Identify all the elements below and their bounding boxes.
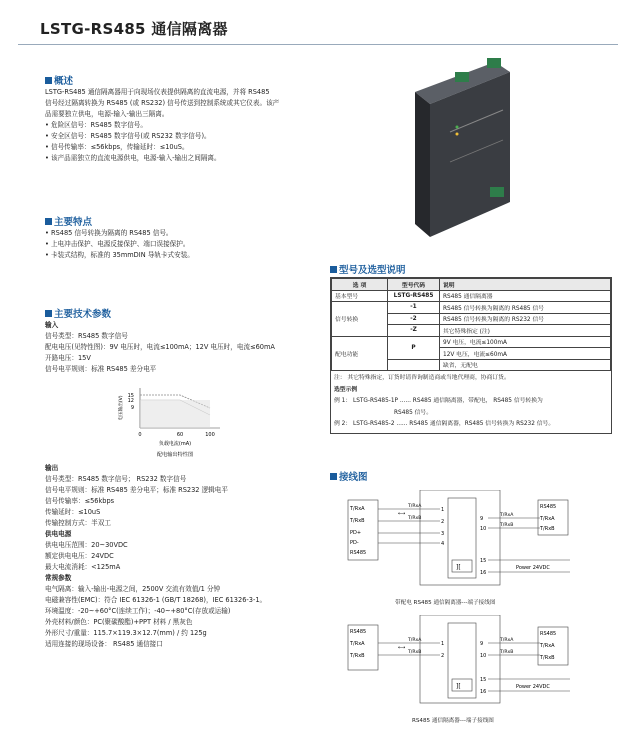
characteristic-chart <box>110 383 240 458</box>
table-cell: 基本型号 <box>332 290 388 302</box>
device-image <box>395 52 525 242</box>
svg-text:16: 16 <box>480 570 487 576</box>
table-cell: -2 <box>388 313 440 325</box>
spec-group-label: 常规参数 <box>45 574 72 582</box>
overview-heading: 概述 <box>45 73 73 87</box>
model-notes <box>331 371 611 433</box>
svg-text:PD-: PD- <box>350 540 359 546</box>
example-line: RS485 信号。 <box>394 409 433 416</box>
spec-line: 额定供电电压：24VDC <box>45 552 114 560</box>
table-header-cell: 说明 <box>440 279 611 291</box>
svg-text:T/RxB: T/RxB <box>408 516 422 521</box>
heading-square-icon <box>45 77 52 84</box>
model-table <box>331 278 611 371</box>
svg-text:9: 9 <box>480 641 484 647</box>
overview-line: LSTG-RS485 通信隔离器用于向现场仪表提供隔离的直流电源，并将 RS485 <box>45 88 270 96</box>
svg-text:PD+: PD+ <box>350 530 362 536</box>
svg-text:T/RxA: T/RxA <box>500 513 514 518</box>
svg-text:10: 10 <box>480 526 487 532</box>
svg-text:][: ][ <box>456 564 461 571</box>
svg-text:3: 3 <box>441 531 445 537</box>
chart-xtick: 100 <box>205 432 215 438</box>
chart-caption: 配电输出特性图 <box>156 452 194 458</box>
svg-text:T/RxB: T/RxB <box>350 653 365 659</box>
examples-label: 选型示例 <box>334 386 358 393</box>
overview-bullet: • 信号传输率：≤56kbps，传输延时：≤10uS。 <box>45 142 355 153</box>
svg-text:T/RxB: T/RxB <box>540 655 555 661</box>
feature-bullet: • 上电冲击保护、电源反接保护、端口误接保护。 <box>45 239 325 250</box>
overview-bullet: • 该产品需独立的直流电源供电，电源-输入-输出之间隔离。 <box>45 153 355 164</box>
heading-square-icon <box>45 218 52 225</box>
chart-xlabel: 负载电流(mA) <box>158 441 192 447</box>
svg-text:15: 15 <box>480 677 487 683</box>
spec-line: 信号电平规则：标准 RS485 差分电平；标准 RS232 逻辑电平 <box>45 486 228 494</box>
chart-ylabel: 电压输出(V) <box>119 395 124 421</box>
wiring-heading: 接线图 <box>330 469 368 483</box>
svg-text:][: ][ <box>456 683 461 690</box>
svg-text:10: 10 <box>480 653 487 659</box>
table-cell: -1 <box>388 302 440 314</box>
svg-text:RS485: RS485 <box>540 504 557 510</box>
svg-text:T/RxA: T/RxA <box>350 506 365 512</box>
svg-text:9: 9 <box>480 516 484 522</box>
wiring-caption-1: 带配电 RS485 通信隔离器---端子接线图 <box>395 600 496 606</box>
spec-line: 传输延时：≤10uS <box>45 508 101 516</box>
specs-input <box>45 320 345 375</box>
title-divider <box>18 44 618 45</box>
spec-line: 外壳材料/颜色：PC(聚碳酸酯)+PPT 材料 / 黑灰色 <box>45 618 193 626</box>
model-box <box>330 277 612 434</box>
table-cell: 信号转换 <box>332 302 388 337</box>
table-cell: 9V 电压，电流≤100mA <box>440 336 611 348</box>
feature-bullet: • RS485 信号转换为隔离的 RS485 信号。 <box>45 228 325 239</box>
example-line: 例 1： LSTG-RS485-1P ...... RS485 通信隔离器，带配电， RS485 信号转换为 <box>334 398 543 404</box>
table-cell: RS485 通信隔离器 <box>440 290 611 302</box>
chart-ytick: 12 <box>127 398 134 404</box>
overview-bullet: • 危险区信号：RS485 数字信号。 <box>45 120 355 131</box>
table-header-cell: 型号代码 <box>388 279 440 291</box>
spec-line: 配电电压(见特性图)：9V 电压时，电流≤100mA；12V 电压时，电流≤60mA <box>45 343 275 351</box>
overview-bullet: • 安全区信号：RS485 数字信号(或 RS232 数字信号)。 <box>45 131 355 142</box>
wiring-diagram-1 <box>340 490 620 595</box>
svg-text:T/RxA: T/RxA <box>350 641 365 647</box>
table-cell: LSTG-RS485 <box>388 290 440 302</box>
overview-body <box>45 87 355 164</box>
specs-output <box>45 463 345 650</box>
table-cell: 缺省，无配电 <box>440 359 611 371</box>
page-title: LSTG-RS485 通信隔离器 <box>40 20 228 38</box>
features-body <box>45 228 325 261</box>
table-cell: RS485 信号转换为隔离的 RS232 信号 <box>440 313 611 325</box>
table-cell: RS485 信号转换为隔离的 RS485 信号 <box>440 302 611 314</box>
svg-text:Power 24VDC: Power 24VDC <box>516 684 550 690</box>
svg-text:1: 1 <box>441 641 445 647</box>
svg-text:T/RxB: T/RxB <box>540 526 555 532</box>
svg-text:4: 4 <box>441 541 445 547</box>
wiring-diagram-2 <box>340 615 620 710</box>
svg-text:⟷: ⟷ <box>398 645 406 651</box>
svg-text:T/RxA: T/RxA <box>500 638 514 643</box>
spec-line: 传输控制方式：半双工 <box>45 519 111 527</box>
chart-ytick: 15 <box>127 393 134 399</box>
spec-line: 信号类型：RS485 数字信号； RS232 数字信号 <box>45 475 187 483</box>
chart-xtick: 60 <box>176 432 184 438</box>
spec-line: 外形尺寸/重量：115.7×119.3×12.7(mm) / 约 125g <box>45 629 207 637</box>
heading-square-icon <box>45 310 52 317</box>
svg-text:2: 2 <box>441 519 445 525</box>
spec-group-label: 输入 <box>45 321 59 329</box>
table-header-cell: 选 项 <box>332 279 388 291</box>
svg-text:Power 24VDC: Power 24VDC <box>516 565 550 571</box>
overview-line: 品需要独立供电，电源-输入-输出三隔离。 <box>45 110 169 118</box>
svg-text:⟷: ⟷ <box>398 511 406 517</box>
svg-text:T/RxB: T/RxB <box>408 650 422 655</box>
wiring-caption-2: RS485 通信隔离器---端子接线图 <box>412 718 494 724</box>
table-cell: P <box>388 336 440 359</box>
spec-line: 电磁兼容性(EMC)：符合 IEC 61326-1 (GB/T 18268)，IEC 61326-3-1。 <box>45 596 267 604</box>
table-cell: 12V 电压，电流≤60mA <box>440 348 611 360</box>
svg-text:1: 1 <box>441 507 445 513</box>
spec-line: 电气隔离：输入-输出-电源之间，2500V 交流有效值/1 分钟 <box>45 585 221 593</box>
table-cell: 配电功能 <box>332 336 388 371</box>
svg-text:T/RxA: T/RxA <box>408 504 422 509</box>
svg-text:T/RxA: T/RxA <box>408 638 422 643</box>
spec-group-label: 输出 <box>45 464 59 472</box>
table-cell: -Z <box>388 325 440 337</box>
example-line: 例 2： LSTG-RS485-2 ...... RS485 通信隔离器，RS485 信号转换为 RS232 信号。 <box>334 421 555 427</box>
specs-heading: 主要技术参数 <box>45 306 111 320</box>
chart-xtick: 0 <box>138 432 142 438</box>
spec-line: 信号电平规则：标准 RS485 差分电平 <box>45 365 157 373</box>
svg-text:RS485: RS485 <box>350 550 367 556</box>
spec-line: 信号传输率：≤56kbps <box>45 497 115 505</box>
spec-line: 供电电压范围：20~30VDC <box>45 541 128 549</box>
svg-text:T/RxB: T/RxB <box>350 518 365 524</box>
svg-text:2: 2 <box>441 653 445 659</box>
spec-line: 信号类型：RS485 数字信号 <box>45 332 128 340</box>
svg-text:T/RxB: T/RxB <box>500 650 514 655</box>
spec-line: 开路电压：15V <box>45 354 91 362</box>
model-note: 注： 其它特殊指定，订货时请咨询制造商或当地代理商，协商订货。 <box>334 375 510 381</box>
chart-ytick: 9 <box>130 405 134 411</box>
spec-line: 环境温度：-20~+60°C(连续工作)；-40~+80°C(存放或运输) <box>45 607 231 615</box>
heading-square-icon <box>330 266 337 273</box>
svg-text:15: 15 <box>480 558 487 564</box>
heading-square-icon <box>330 473 337 480</box>
svg-text:RS485: RS485 <box>540 631 557 637</box>
features-heading: 主要特点 <box>45 214 92 228</box>
spec-line: 最大电流消耗：<125mA <box>45 563 121 571</box>
feature-bullet: • 卡装式结构，标准的 35mmDIN 导轨卡式安装。 <box>45 250 325 261</box>
spec-line: 适用连接的现场设备： RS485 通信接口 <box>45 640 163 648</box>
svg-text:T/RxB: T/RxB <box>500 523 514 528</box>
table-cell: 其它特殊指定 (注) <box>440 325 611 337</box>
model-heading: 型号及选型说明 <box>330 262 406 276</box>
svg-text:T/RxA: T/RxA <box>540 643 555 649</box>
overview-line: 信号经过隔离转换为 RS485 (或 RS232) 信号传送到控制系统或其它仪表。该产 <box>45 99 280 107</box>
spec-group-label: 供电电源 <box>45 530 72 538</box>
svg-text:T/RxA: T/RxA <box>540 516 555 522</box>
svg-text:16: 16 <box>480 689 487 695</box>
svg-text:RS485: RS485 <box>350 629 367 635</box>
